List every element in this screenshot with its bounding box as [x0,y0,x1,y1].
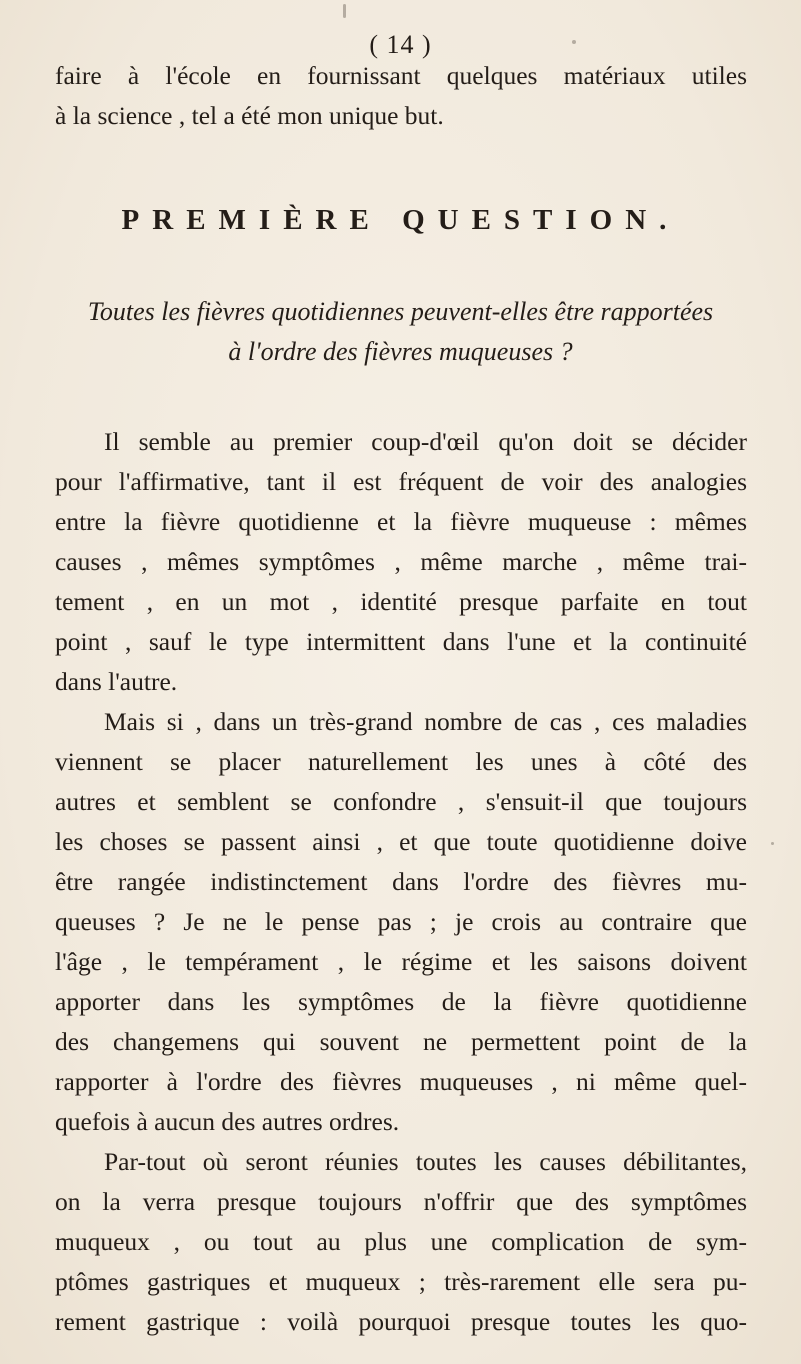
text-line: des changemens qui souvent ne permettent point de la [55,1027,747,1056]
text-line: autres et semblent se confondre , s'ensuit-il que toujours [55,787,747,816]
text-line: Il semble au premier coup-d'œil qu'on doit se décider [104,427,747,456]
text-line: l'âge , le tempérament , le régime et les saisons doivent [55,947,747,976]
text-line: ptômes gastriques et muqueux ; très-rarement elle sera pu- [55,1267,747,1296]
text-line: rapporter à l'ordre des fièvres muqueuses , ni même quel- [55,1067,747,1096]
ink-speck [343,4,346,18]
text-line: à la science , tel a été mon unique but. [55,101,444,130]
text-line: pour l'affirmative, tant il est fréquent de voir des analogies [55,467,747,496]
text-line: être rangée indistinctement dans l'ordre des fièvres mu- [55,867,747,896]
text-line: tement , en un mot , identité presque parfaite en tout [55,587,747,616]
text-line: muqueux , ou tout au plus une complication de sym- [55,1227,747,1256]
question-line: à l'ordre des fièvres muqueuses ? [228,337,573,366]
text-line: rement gastrique : voilà pourquoi presque toutes les quo- [55,1307,747,1336]
ink-speck [771,842,774,845]
text-line: Par-tout où seront réunies toutes les causes débilitantes, [104,1147,747,1176]
text-line: dans l'autre. [55,667,178,696]
text-line: apporter dans les symptômes de la fièvre quotidienne [55,987,747,1016]
text-line: viennent se placer naturellement les unes à côté des [55,747,747,776]
text-line: queuses ? Je ne le pense pas ; je crois au contraire que [55,907,747,936]
text-line: faire à l'école en fournissant quelques matériaux utiles [55,61,747,90]
text-line: point , sauf le type intermittent dans l'une et la continuité [55,627,747,656]
text-line: causes , mêmes symptômes , même marche , même trai- [55,547,747,576]
page-number: ( 14 ) [369,30,432,59]
text-line: quefois à aucun des autres ordres. [55,1107,400,1136]
text-line: entre la fièvre quotidienne et la fièvre muqueuse : mêmes [55,507,747,536]
section-heading: PREMIÈRE QUESTION. [121,204,680,236]
text-line: on la verra presque toujours n'offrir que des symptômes [55,1187,747,1216]
question-line: Toutes les fièvres quotidiennes peuvent-elles être rapportées [87,297,714,326]
text-line: les choses se passent ainsi , et que toute quotidienne doive [55,827,747,856]
text-line: Mais si , dans un très-grand nombre de cas , ces maladies [104,707,747,736]
